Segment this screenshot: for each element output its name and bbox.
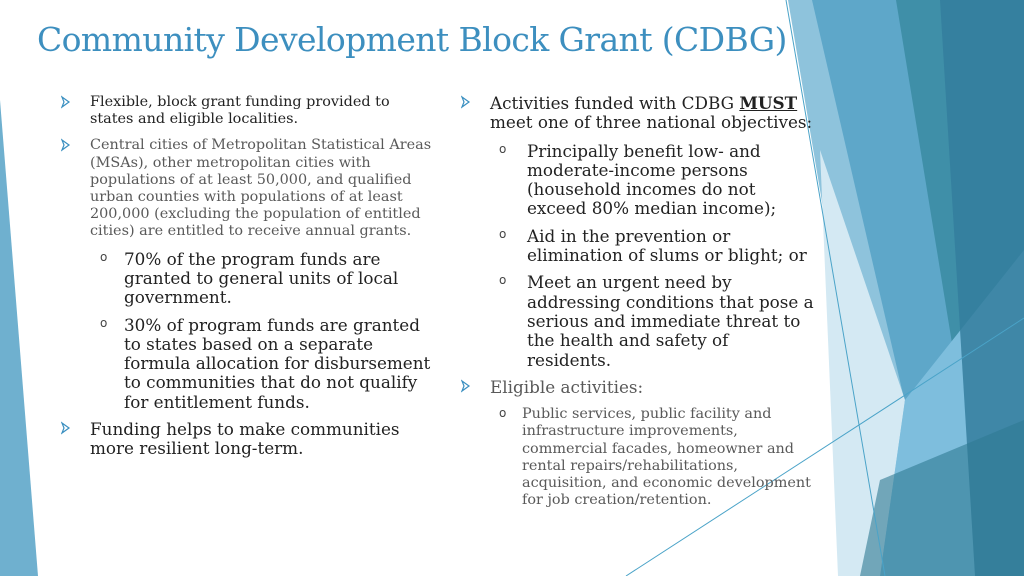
sub-list-item <box>460 406 816 509</box>
circle-bullet-icon: o <box>100 249 108 264</box>
left-column <box>60 94 435 468</box>
bullet-text: Funding helps to make communities more resilient long-term. <box>90 419 400 459</box>
circle-bullet-icon: o <box>499 226 507 241</box>
arrow-bullet-icon <box>61 421 71 435</box>
objective-text: Meet an urgent need by addressing conditions that pose a serious and immediate threat to the health and safety of residents. <box>527 272 814 370</box>
bullet-text: Central cities of Metropolitan Statistical Areas (MSAs), other metropolitan cities with populations of at least 50,000, and qualified urban counties with populations of at least 200,000 (excluding the population of entitled cities) are entitled to receive annual grants. <box>90 137 432 240</box>
arrow-bullet-icon <box>61 138 71 152</box>
bullet-text-tail: meet one of three national objectives: <box>490 112 813 133</box>
arrow-bullet-icon <box>61 95 71 109</box>
bullet-text-lead: Activities funded with CDBG <box>490 93 740 113</box>
circle-bullet-icon: o <box>499 273 507 288</box>
arrow-bullet-icon <box>461 95 471 109</box>
circle-bullet-icon: o <box>100 315 108 330</box>
sub-list-item <box>460 142 816 219</box>
list-item <box>460 378 816 397</box>
right-column <box>460 94 816 517</box>
must-emphasis: MUST <box>739 93 798 113</box>
bullet-text <box>490 94 816 133</box>
list-item <box>60 137 435 240</box>
arrow-bullet-icon <box>461 379 471 393</box>
objective-text: Principally benefit low- and moderate-income persons (household incomes do not exceed 80% median income); <box>527 140 777 219</box>
sub-list-item <box>460 273 816 369</box>
sub-list-item <box>60 250 435 308</box>
decor-left-triangle <box>0 100 38 576</box>
sub-bullet-text: 70% of the program funds are granted to general units of local government. <box>124 248 399 308</box>
page-title: Community Development Block Grant (CDBG) <box>37 20 787 59</box>
list-item <box>60 420 435 459</box>
sub-bullet-text: 30% of program funds are granted to states based on a separate formula allocation for disbursement to communities that do not qualify for entitlement funds. <box>124 314 431 412</box>
list-item <box>60 94 435 128</box>
activities-text: Public services, public facility and infrastructure improvements, commercial facades, homeowner and rental repairs/rehabilitations, acquisition, and economic development for job creation/retention. <box>522 406 811 509</box>
list-item <box>460 94 816 133</box>
circle-bullet-icon: o <box>499 141 507 156</box>
bullet-text: Flexible, block grant funding provided to states and eligible localities. <box>90 94 390 128</box>
objective-text: Aid in the prevention or elimination of slums or blight; or <box>527 225 807 266</box>
bullet-text: Eligible activities: <box>490 376 644 397</box>
sub-list-item <box>460 227 816 266</box>
circle-bullet-icon: o <box>499 406 507 421</box>
sub-list-item <box>60 316 435 412</box>
